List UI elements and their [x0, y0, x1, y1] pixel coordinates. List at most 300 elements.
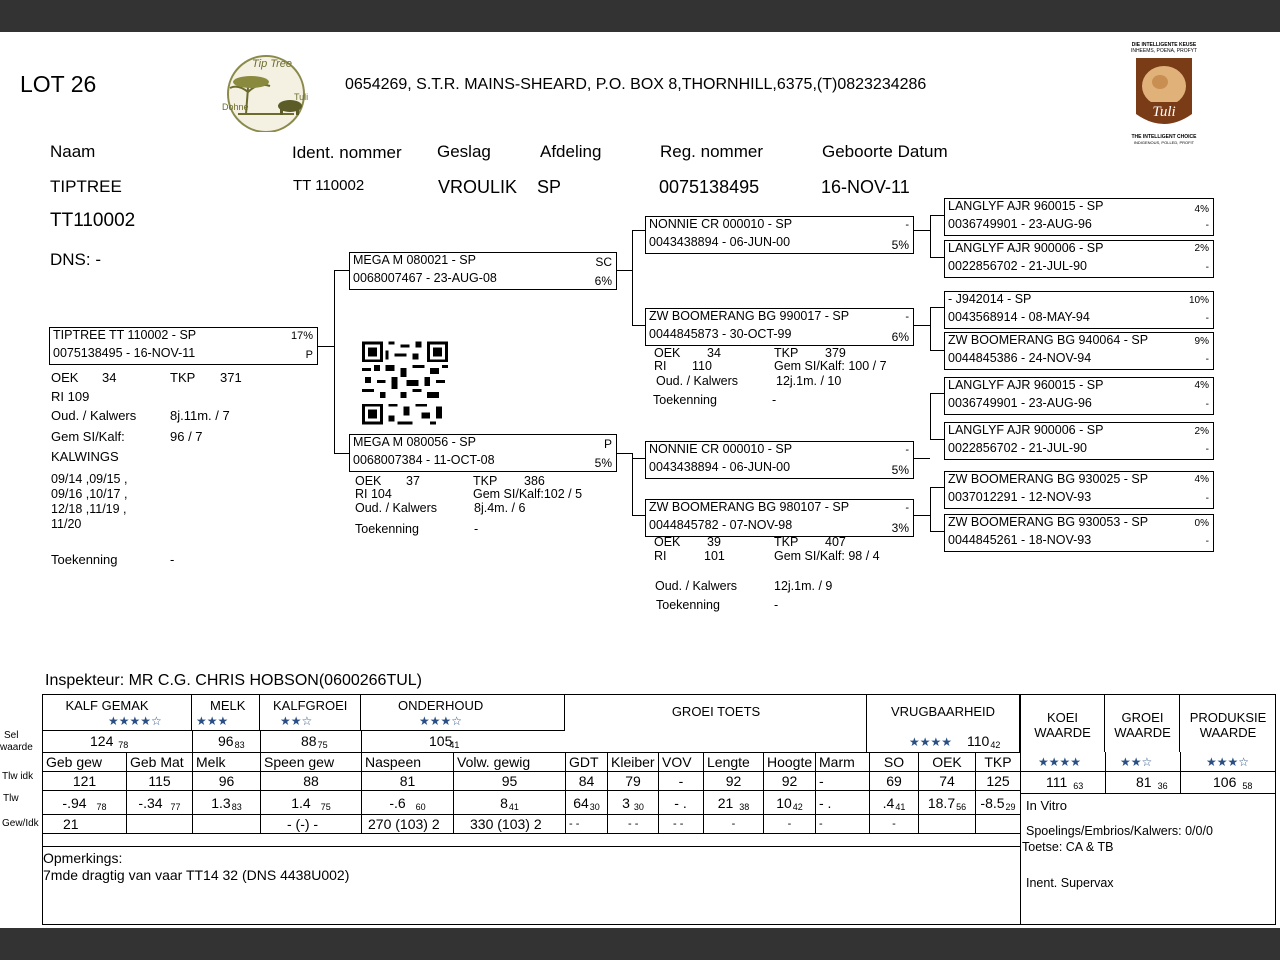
table-cell: - .: [819, 794, 832, 811]
produksie-value: 106: [1213, 774, 1237, 790]
grandparent-box[interactable]: [645, 441, 914, 479]
kalwings-line: 09/16 ,10/17 ,: [51, 487, 128, 501]
table-cell: 81: [362, 772, 454, 791]
gp-gem: Gem SI/Kalf: 98 / 4: [774, 549, 880, 563]
col-header: SO: [870, 753, 919, 772]
tlw-idk-row: [43, 772, 1021, 791]
subject-pct: 17%: [290, 330, 313, 342]
header-naam: Naam: [50, 142, 96, 161]
table-cell: -.94: [62, 794, 87, 811]
groei-toets-label: GROEI TOETS: [671, 704, 761, 719]
dam-toek-label: Toekenning: [355, 522, 419, 536]
subject-gem: 96 / 7: [170, 429, 203, 444]
gp-oud-label: Oud. / Kalwers: [655, 579, 737, 593]
gp-pct: 6%: [891, 330, 909, 344]
group-melk: [192, 694, 260, 730]
animal-afdeling: SP: [537, 177, 562, 197]
onderhoud-value: 105: [429, 733, 453, 749]
table-cell: 21: [717, 794, 734, 811]
animal-reg: 0075138495: [659, 177, 760, 197]
table-cell: 92: [704, 772, 764, 791]
vrugbaarheid-acc: 42: [990, 740, 1001, 750]
ggp-name: ZW BOOMERANG BG 940064 - SP: [948, 333, 1149, 347]
koei-stars: ★★★★: [1038, 755, 1082, 769]
table-cell: [127, 815, 193, 834]
connector: [334, 270, 349, 271]
logo-dohne-text: Dohne: [222, 102, 249, 112]
divider: [1020, 694, 1021, 925]
groei-acc: 36: [1157, 781, 1168, 791]
table-cell: - -: [566, 815, 608, 834]
gp-oek-label: OEK: [654, 346, 681, 360]
dns: DNS: -: [50, 250, 101, 269]
gp-toek-label: Toekenning: [656, 598, 720, 612]
groei-stars: ★★☆: [1120, 755, 1153, 769]
gp-mark: -: [905, 502, 909, 514]
vrugbaarheid-label: VRUGBAARHEID: [891, 704, 996, 719]
dam-tkp-label: TKP: [473, 474, 498, 488]
col-header: Melk: [193, 753, 261, 772]
gp-toek-label: Toekenning: [653, 393, 717, 407]
row-label-tlw: Tlw: [3, 793, 19, 804]
subject-oud-label: Oud. / Kalwers: [51, 408, 137, 423]
ggp-reg: 0036749901 - 23-AUG-96: [948, 217, 1092, 231]
group-groei-toets: [565, 694, 867, 752]
ggp-pct: 2%: [1194, 243, 1209, 254]
connector: [930, 215, 931, 257]
table-cell: [919, 815, 976, 834]
great-grandparent-box[interactable]: [944, 422, 1214, 460]
acc: 83: [231, 801, 242, 812]
ggp-name: - J942014 - SP: [948, 292, 1032, 306]
kalfgroei-label: KALFGROEI: [273, 698, 348, 713]
great-grandparent-box[interactable]: [944, 514, 1214, 552]
col-header: Marm: [816, 753, 870, 772]
sire-reg: 0068007467 - 23-AUG-08: [353, 271, 497, 285]
gp-tkp: 407: [825, 535, 846, 549]
in-vitro: In Vitro: [1026, 798, 1067, 813]
table-cell: 1.3: [211, 794, 231, 811]
col-header: Speen gew: [261, 753, 362, 772]
subject-box[interactable]: [49, 327, 318, 365]
acc: 77: [170, 801, 181, 812]
grandparent-box[interactable]: [645, 216, 914, 254]
acc: 38: [739, 801, 750, 812]
divider: [1105, 752, 1106, 794]
connector: [632, 458, 645, 459]
subject-reg: 0075138495 - 16-NOV-11: [53, 346, 196, 360]
breeder-address: 0654269, S.T.R. MAINS-SHEARD, P.O. BOX 8,THORNHILL,6375,(T)0823234286: [345, 76, 927, 93]
connector: [617, 270, 632, 271]
gp-ri-label: RI: [654, 549, 667, 563]
table-cell: 330 (103) 2: [454, 815, 566, 834]
connector: [930, 307, 944, 308]
ggp-name: ZW BOOMERANG BG 930053 - SP: [948, 515, 1149, 529]
dam-gem: Gem SI/Kalf:102 / 5: [473, 487, 583, 501]
group-vrugbaarheid: [867, 694, 1020, 752]
table-cell: 115: [127, 772, 193, 791]
table-cell: 8: [500, 794, 508, 811]
lot-number: LOT 26: [20, 71, 97, 97]
kalwings-label: KALWINGS: [51, 449, 119, 464]
connector: [914, 230, 930, 231]
tuli-logo: [1124, 42, 1204, 146]
subject-tkp: 371: [220, 370, 242, 385]
acc: 56: [956, 801, 967, 812]
dam-box[interactable]: [349, 434, 617, 472]
col-header: OEK: [919, 753, 976, 772]
top-bar: [0, 0, 1280, 32]
ggp-mark: -: [1205, 536, 1209, 547]
connector: [930, 393, 944, 394]
bottom-bar: [0, 928, 1280, 960]
ggp-pct: 4%: [1194, 204, 1209, 215]
table-cell: -: [870, 815, 919, 834]
koei-acc: 63: [1073, 781, 1084, 791]
gp-reg: 0044845873 - 30-OCT-99: [649, 327, 792, 341]
great-grandparent-box[interactable]: [944, 377, 1214, 415]
subject-oek: 34: [102, 370, 117, 385]
connector: [930, 307, 931, 350]
gp-toek: -: [772, 393, 777, 407]
ggp-pct: 9%: [1194, 336, 1209, 347]
ggp-reg: 0044845261 - 18-NOV-93: [948, 533, 1092, 547]
logo-tuli-text: Tuli: [294, 92, 309, 102]
kalf-gemak-value: 124: [90, 733, 114, 749]
acc: 30: [589, 801, 600, 812]
table-cell: 95: [454, 772, 566, 791]
ggp-mark: -: [1205, 399, 1209, 410]
dam-mark: P: [603, 437, 612, 451]
groei-value: 81: [1136, 774, 1152, 790]
table-cell: -: [816, 772, 870, 791]
subject-oek-label: OEK: [51, 370, 79, 385]
gp-reg: 0043438894 - 06-JUN-00: [649, 235, 791, 249]
toetse: Toetse: CA & TB: [1022, 840, 1114, 854]
tuli-logo-bottom-1: THE INTELLIGENT CHOICE: [1131, 134, 1197, 140]
gp-ri: 110: [692, 359, 712, 373]
table-cell: 121: [43, 772, 127, 791]
header-afdeling: Afdeling: [540, 142, 602, 161]
col-header: Lengte: [704, 753, 764, 772]
table-cell: - .: [674, 794, 687, 811]
header-reg: Reg. nommer: [660, 142, 763, 161]
sire-box[interactable]: [349, 252, 617, 290]
connector: [632, 230, 633, 325]
table-cell: 64: [573, 794, 589, 811]
connector: [318, 346, 334, 347]
kalfgroei-stars: ★★☆: [280, 714, 313, 728]
subject-tkp-label: TKP: [170, 370, 196, 385]
connector: [930, 487, 944, 488]
connector: [914, 515, 930, 516]
opmerkings-label: Opmerkings:: [43, 850, 123, 866]
koei-label: KOEI: [1046, 710, 1079, 725]
connector: [617, 453, 632, 454]
row-label-waarde: waarde: [0, 742, 33, 753]
inspector: Inspekteur: MR C.G. CHRIS HOBSON(0600266TUL): [45, 672, 423, 689]
gp-name: NONNIE CR 000010 - SP: [649, 217, 793, 231]
group-koei-waarde: [1020, 694, 1105, 752]
ggp-pct: 2%: [1194, 426, 1209, 437]
tuli-brand: Tuli: [1152, 104, 1176, 120]
table-cell: 74: [919, 772, 976, 791]
produksie-acc: 58: [1242, 781, 1253, 791]
col-header: Hoogte: [764, 753, 816, 772]
subject-toek: -: [170, 552, 175, 567]
table-cell: 18.7: [927, 794, 956, 811]
table-cell: 96: [193, 772, 261, 791]
header-ident: Ident. nommer: [292, 143, 402, 162]
ggp-mark: -: [1205, 220, 1209, 231]
sire-name: MEGA M 080021 - SP: [353, 253, 476, 267]
ggp-pct: 0%: [1194, 518, 1209, 529]
table-cell: 125: [976, 772, 1021, 791]
grandparent-box[interactable]: [645, 499, 914, 537]
acc: 41: [895, 801, 906, 812]
acc: 42: [792, 801, 803, 812]
logo-tiptree-text: Tip Tree: [252, 58, 293, 70]
great-grandparent-box[interactable]: [944, 240, 1214, 278]
subject-toek-label: Toekenning: [51, 552, 118, 567]
connector: [334, 453, 349, 454]
acc: 29: [1005, 801, 1016, 812]
gp-name: ZW BOOMERANG BG 990017 - SP: [649, 309, 850, 323]
ggp-reg: 0044845386 - 24-NOV-94: [948, 351, 1092, 365]
gp-tkp: 379: [825, 346, 846, 360]
ggp-mark: -: [1205, 262, 1209, 273]
header-row: [43, 753, 1021, 772]
gp-oek-label: OEK: [654, 535, 681, 549]
ggp-reg: 0036749901 - 23-AUG-96: [948, 396, 1092, 410]
gp-pct: 5%: [891, 463, 909, 477]
melk-acc: 83: [234, 740, 245, 750]
great-grandparent-box[interactable]: [944, 198, 1214, 236]
gp-oud-label: Oud. / Kalwers: [656, 374, 738, 388]
gp-mark: -: [905, 444, 909, 456]
table-cell: -: [816, 815, 870, 834]
connector: [632, 325, 645, 326]
col-header: Geb gew: [43, 753, 127, 772]
subject-mark: P: [305, 349, 313, 361]
connector: [930, 215, 944, 216]
gp-oud: 12j.1m. / 10: [776, 374, 842, 388]
gp-oek: 39: [707, 535, 721, 549]
ggp-name: LANGLYF AJR 960015 - SP: [948, 199, 1104, 213]
gp-ri-label: RI: [654, 359, 667, 373]
sire-mark: SC: [595, 255, 612, 269]
table-cell: .4: [882, 794, 895, 811]
gp-oek: 34: [707, 346, 721, 360]
subject-gem-label: Gem SI/Kalf:: [51, 429, 125, 444]
table-cell: [976, 815, 1021, 834]
table-cell: - -: [659, 815, 704, 834]
ggp-reg: 0037012291 - 12-NOV-93: [948, 490, 1092, 504]
ggp-name: LANGLYF AJR 960015 - SP: [948, 378, 1104, 392]
col-header: Kleiber: [608, 753, 659, 772]
col-header: GDT: [566, 753, 608, 772]
gp-ri: 101: [704, 549, 725, 563]
gp-gem: Gem SI/Kalf: 100 / 7: [774, 359, 887, 373]
ggp-reg: 0022856702 - 21-JUL-90: [948, 441, 1087, 455]
vrugbaarheid-value: 110: [967, 733, 990, 749]
table-cell: -.34: [138, 794, 163, 811]
kalfgroei-acc: 75: [317, 740, 328, 750]
connector: [930, 350, 944, 351]
connector: [930, 393, 931, 439]
animal-geslag: VROULIK: [438, 177, 518, 197]
tlw-row: [43, 791, 1021, 815]
ggp-pct: 10%: [1188, 295, 1209, 306]
table-cell: - (-) -: [261, 815, 362, 834]
produksie-label-2: WAARDE: [1199, 725, 1257, 740]
onderhoud-stars: ★★★☆: [419, 714, 463, 728]
gew-row: [43, 815, 1021, 834]
col-header: VOV: [659, 753, 704, 772]
great-grandparent-box[interactable]: [944, 291, 1214, 329]
gp-pct: 5%: [891, 238, 909, 252]
ggp-mark: -: [1205, 354, 1209, 365]
table-cell: 21: [43, 815, 127, 834]
table-cell: 3: [622, 794, 630, 811]
table-cell: -: [659, 772, 704, 791]
onderhoud-label: ONDERHOUD: [398, 698, 484, 713]
table-cell: [193, 815, 261, 834]
produksie-label: PRODUKSIE: [1189, 710, 1267, 725]
row-label-tlw-idk: Tlw idk: [2, 771, 34, 782]
tiptree-logo: [218, 52, 318, 132]
col-header: Geb Mat: [127, 753, 193, 772]
acc: 41: [508, 801, 519, 812]
ggp-pct: 4%: [1194, 380, 1209, 391]
great-grandparent-box[interactable]: [944, 332, 1214, 370]
ggp-mark: -: [1205, 444, 1209, 455]
melk-value: 96: [218, 733, 234, 749]
header-geslag: Geslag: [437, 142, 491, 161]
table-cell: -8.5: [980, 794, 1005, 811]
connector: [914, 458, 930, 459]
evaluation-table: [42, 752, 1021, 834]
animal-code: TT110002: [50, 210, 136, 231]
col-header: Volw. gewig: [454, 753, 566, 772]
kalwings-line: 12/18 ,11/19 ,: [51, 502, 127, 516]
table-cell: 84: [566, 772, 608, 791]
connector: [334, 270, 335, 453]
table-cell: -: [704, 815, 764, 834]
acc: 78: [96, 801, 107, 812]
col-header: TKP: [976, 753, 1021, 772]
great-grandparent-box[interactable]: [944, 471, 1214, 509]
gp-mark: -: [905, 219, 909, 231]
subject-ri: RI 109: [51, 389, 90, 404]
dam-oud: 8j.4m. / 6: [474, 501, 526, 515]
dam-tkp: 386: [524, 474, 545, 488]
kalf-gemak-stars: ★★★★☆: [108, 714, 162, 728]
ggp-name: LANGLYF AJR 900006 - SP: [948, 423, 1104, 437]
kalwings-line: 11/20: [51, 517, 82, 531]
table-cell: 1.4: [291, 794, 311, 811]
animal-geboorte: 16-NOV-11: [821, 177, 910, 197]
divider: [260, 730, 261, 752]
header-geboorte: Geboorte Datum: [822, 142, 948, 161]
connector: [632, 230, 645, 231]
ggp-pct: 4%: [1194, 474, 1209, 485]
group-onderhoud: [361, 694, 565, 730]
table-cell: 10: [776, 794, 792, 811]
connector: [930, 487, 931, 531]
group-groei-waarde: [1105, 694, 1180, 752]
kalf-gemak-label: KALF GEMAK: [65, 698, 149, 713]
waarde-stars-row: [1020, 752, 1276, 772]
connector: [632, 453, 633, 515]
animal-naam: TIPTREE: [50, 177, 122, 196]
qr-code: [362, 341, 448, 425]
gp-mark: -: [905, 311, 909, 323]
connector: [930, 257, 944, 258]
melk-label: MELK: [210, 698, 246, 713]
ggp-name: ZW BOOMERANG BG 930025 - SP: [948, 472, 1149, 486]
sire-pct: 6%: [594, 274, 612, 288]
produksie-stars: ★★★☆: [1206, 755, 1250, 769]
gp-reg: 0044845782 - 07-NOV-98: [649, 518, 793, 532]
divider: [192, 730, 193, 752]
kalf-gemak-acc: 78: [118, 740, 129, 750]
dam-ri: RI 104: [355, 487, 392, 501]
ggp-name: LANGLYF AJR 900006 - SP: [948, 241, 1104, 255]
grandparent-box[interactable]: [645, 308, 914, 346]
dam-pct: 5%: [594, 456, 612, 470]
gp-pct: 3%: [891, 521, 909, 535]
groei-label-2: WAARDE: [1114, 725, 1171, 740]
acc: 60: [415, 801, 426, 812]
table-cell: -: [764, 815, 816, 834]
kalwings-line: 09/14 ,09/15 ,: [51, 472, 128, 486]
table-cell: - -: [608, 815, 659, 834]
gp-toek: -: [774, 598, 779, 612]
connector: [914, 325, 930, 326]
connector: [930, 531, 944, 532]
dam-reg: 0068007384 - 11-OCT-08: [353, 453, 495, 467]
divider: [42, 846, 1020, 847]
koei-value: 111: [1046, 774, 1068, 790]
tuli-logo-bottom-2: INDIGENOUS, POLLED, PROFIT: [1133, 140, 1195, 145]
table-cell: -.6: [389, 794, 406, 811]
table-cell: 69: [870, 772, 919, 791]
dam-name: MEGA M 080056 - SP: [353, 435, 476, 449]
divider: [1180, 752, 1181, 794]
animal-ident: TT 110002: [293, 177, 365, 194]
gp-reg: 0043438894 - 06-JUN-00: [649, 460, 791, 474]
table-cell: 92: [764, 772, 816, 791]
ggp-reg: 0043568914 - 08-MAY-94: [948, 310, 1090, 324]
groei-label: GROEI: [1121, 710, 1164, 725]
table-cell: 88: [261, 772, 362, 791]
group-produksie-waarde: [1180, 694, 1276, 752]
group-kalfgroei: [260, 694, 361, 730]
connector: [930, 439, 944, 440]
group-kalf-gemak: [42, 694, 192, 730]
col-header: Naspeen: [362, 753, 454, 772]
acc: 75: [320, 801, 331, 812]
connector: [632, 515, 645, 516]
gp-oud: 12j.1m. / 9: [774, 579, 833, 593]
ggp-mark: -: [1205, 313, 1209, 324]
koei-label-2: WAARDE: [1034, 725, 1091, 740]
subject-oud: 8j.11m. / 7: [170, 408, 230, 423]
gp-name: ZW BOOMERANG BG 980107 - SP: [649, 500, 850, 514]
subject-name: TIPTREE TT 110002 - SP: [53, 328, 197, 342]
gp-tkp-label: TKP: [774, 346, 799, 360]
